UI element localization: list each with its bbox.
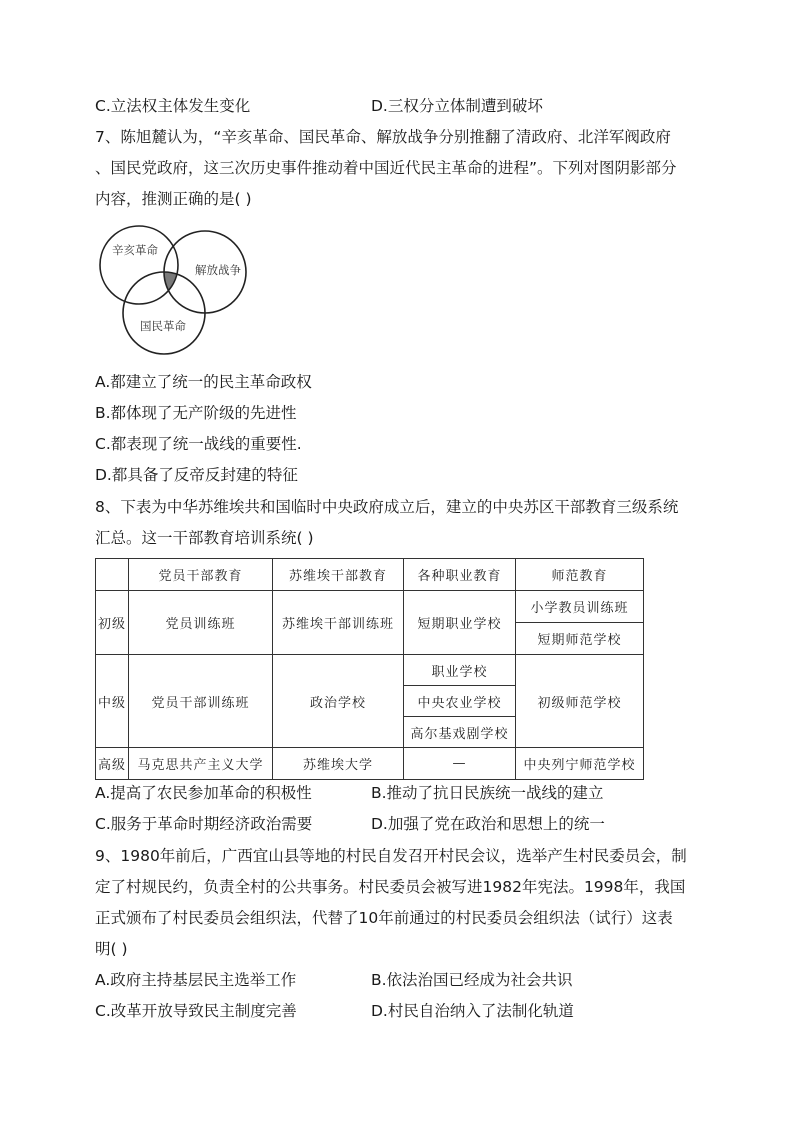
table-header-normal: 师范教育: [516, 559, 644, 591]
q6-option-c: C.立法权主体发生变化: [95, 97, 251, 115]
q7-stem-line-1: 7、陈旭麓认为，“辛亥革命、国民革命、解放战争分别推翻了清政府、北洋军阀政府: [95, 128, 671, 146]
venn-label-guomin: 国民革命: [140, 319, 186, 333]
cell-advanced-vocational: —: [404, 748, 516, 780]
cell-intermediate-vocational-1: 职业学校: [404, 655, 516, 686]
q9-stem-line-2: 定了村规民约，负责全村的公共事务。村民委员会被写进1982年宪法。1998年，我国: [95, 878, 686, 896]
row-label-primary: 初级: [96, 591, 129, 655]
cell-advanced-soviet: 苏维埃大学: [273, 748, 404, 780]
q9-option-d: D.村民自治纳入了法制化轨道: [371, 1002, 574, 1020]
q7-option-d: D.都具备了反帝反封建的特征: [95, 466, 298, 484]
row-label-advanced: 高级: [96, 748, 129, 780]
venn-circle-xinhai: [100, 226, 178, 304]
q8-stem-line-1: 8、下表为中华苏维埃共和国临时中央政府成立后，建立的中央苏区干部教育三级系统: [95, 498, 679, 516]
venn-label-xinhai: 辛亥革命: [112, 243, 158, 257]
cell-intermediate-soviet: 政治学校: [273, 655, 404, 748]
q7-option-a: A.都建立了统一的民主革命政权: [95, 373, 312, 391]
cell-intermediate-party: 党员干部训练班: [129, 655, 273, 748]
q9-stem-line-4: 明( ): [95, 940, 128, 958]
cell-intermediate-vocational-2: 中央农业学校: [404, 686, 516, 717]
q8-option-b: B.推动了抗日民族统一战线的建立: [371, 784, 604, 802]
cadre-education-table: [95, 558, 644, 780]
q7-option-c: C.都表现了统一战线的重要性.: [95, 435, 302, 453]
table-header-vocational: 各种职业教育: [404, 559, 516, 591]
q9-option-c: C.改革开放导致民主制度完善: [95, 1002, 297, 1020]
q9-option-a: A.政府主持基层民主选举工作: [95, 971, 297, 989]
cell-primary-vocational: 短期职业学校: [404, 591, 516, 655]
cell-advanced-normal: 中央列宁师范学校: [516, 748, 644, 780]
q9-stem-line-3: 正式颁布了村民委员会组织法，代替了10年前通过的村民委员会组织法（试行）这表: [95, 909, 673, 927]
cell-intermediate-normal: 初级师范学校: [516, 655, 644, 748]
table-row-advanced: [96, 748, 644, 780]
venn-diagram: [98, 224, 258, 358]
table-header-row: [96, 559, 644, 591]
cell-primary-party: 党员训练班: [129, 591, 273, 655]
cell-advanced-party: 马克思共产主义大学: [129, 748, 273, 780]
table-header-soviet: 苏维埃干部教育: [273, 559, 404, 591]
table-header-party: 党员干部教育: [129, 559, 273, 591]
cell-primary-normal-1: 小学教员训练班: [516, 591, 644, 623]
q6-option-d: D.三权分立体制遭到破坏: [371, 97, 543, 115]
q7-stem-line-3: 内容，推测正确的是( ): [95, 190, 252, 208]
row-label-intermediate: 中级: [96, 655, 129, 748]
q8-stem-line-2: 汇总。这一干部教育培训系统( ): [95, 529, 314, 547]
q9-option-b: B.依法治国已经成为社会共识: [371, 971, 573, 989]
cell-intermediate-vocational-3: 高尔基戏剧学校: [404, 717, 516, 748]
q8-option-d: D.加强了党在政治和思想上的统一: [371, 815, 605, 833]
q8-option-c: C.服务于革命时期经济政治需要: [95, 815, 313, 833]
q7-option-b: B.都体现了无产阶级的先进性: [95, 404, 297, 422]
venn-circle-guomin: [123, 272, 205, 354]
cell-primary-normal-2: 短期师范学校: [516, 623, 644, 655]
q9-stem-line-1: 9、1980年前后，广西宜山县等地的村民自发召开村民会议，选举产生村民委员会，制: [95, 847, 687, 865]
table-row-primary: [96, 591, 644, 623]
cell-primary-soviet: 苏维埃干部训练班: [273, 591, 404, 655]
table-header-corner: [96, 559, 129, 591]
table-row-intermediate: [96, 655, 644, 686]
venn-label-jiefang: 解放战争: [195, 263, 241, 277]
q7-stem-line-2: 、国民党政府，这三次历史事件推动着中国近代民主革命的进程”。下列对图阴影部分: [95, 159, 677, 177]
q8-option-a: A.提高了农民参加革命的积极性: [95, 784, 312, 802]
